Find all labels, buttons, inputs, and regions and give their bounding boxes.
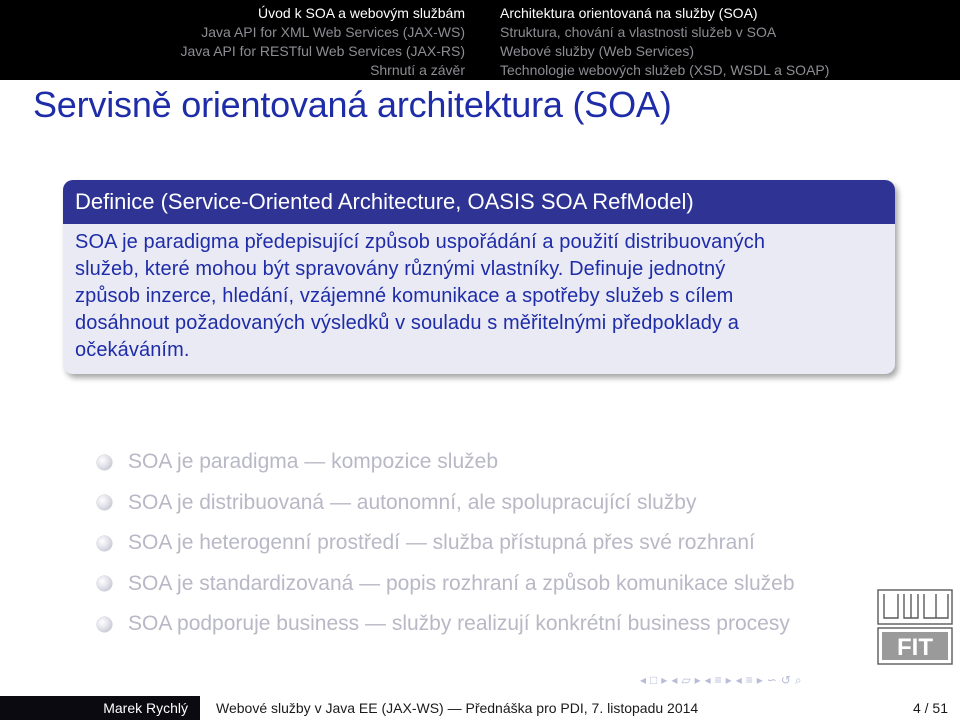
beamer-navigation xyxy=(640,672,802,688)
definition-line: očekáváním. xyxy=(75,339,190,361)
definition-line: dosáhnout požadovaných výsledků v souladu s měřitelnými předpoklady a xyxy=(75,312,739,334)
nav-next-frame-icon[interactable]: ▸ xyxy=(661,673,668,687)
bullet-text: SOA podporuje business — služby realizují konkrétní business procesy xyxy=(128,612,790,636)
definition-block-title: Definice (Service-Oriented Architecture, OASIS SOA RefModel) xyxy=(63,180,895,224)
bullet-text: SOA je distribuovaná — autonomní, ale spolupracující služby xyxy=(128,490,697,514)
bullet-ball-icon xyxy=(97,455,112,470)
nav-prev-frame-icon[interactable]: ◂ xyxy=(640,673,647,687)
nav-prev-subsection-icon[interactable]: ◂ xyxy=(704,673,711,687)
definition-block xyxy=(63,180,895,374)
bullet-text: SOA je heterogenní prostředí — služba přístupná přes své rozhraní xyxy=(128,531,755,555)
nav-slide-icon[interactable]: ▱ xyxy=(681,673,691,687)
nav-section-jax-ws[interactable]: Java API for XML Web Services (JAX-WS) xyxy=(201,24,465,40)
nav-section-summary[interactable]: Shrnutí a závěr xyxy=(370,62,465,78)
nav-subsection-icon[interactable]: ≡ xyxy=(714,673,722,687)
definition-block-body xyxy=(63,224,895,364)
bullet-list xyxy=(97,442,887,645)
header-navigation xyxy=(0,0,960,80)
nav-prev-slide-icon[interactable]: ◂ xyxy=(671,673,678,687)
nav-prev-section-icon[interactable]: ◂ xyxy=(735,673,742,687)
nav-next-subsection-icon[interactable]: ▸ xyxy=(725,673,732,687)
section-list xyxy=(181,4,466,80)
footer xyxy=(0,696,960,720)
bullet-ball-icon xyxy=(97,536,112,551)
footer-title: Webové služby v Java EE (JAX-WS) — Přednáška pro PDI, 7. listopadu 2014 xyxy=(216,700,699,716)
bullet-text: SOA je paradigma — kompozice služeb xyxy=(128,450,499,474)
nav-subsection-soa[interactable]: Architektura orientovaná na služby (SOA) xyxy=(500,5,758,21)
nav-section-jax-rs[interactable]: Java API for RESTful Web Services (JAX-RS) xyxy=(180,43,465,59)
nav-section-icon[interactable]: ≡ xyxy=(745,673,753,687)
bullet-item xyxy=(97,564,887,605)
nav-subsection-structure[interactable]: Struktura, chování a vlastnosti služeb v SOA xyxy=(500,24,777,40)
nav-frame-icon[interactable]: □ xyxy=(650,673,658,687)
definition-line: SOA je paradigma předepisující způsob uspořádání a použití distribuovaných xyxy=(75,231,766,253)
nav-search-icon[interactable]: ⌕ xyxy=(794,673,802,687)
nav-forward-icon[interactable]: ↺ xyxy=(780,673,791,687)
bullet-item xyxy=(97,523,887,564)
nav-subsection-technologies[interactable]: Technologie webových služeb (XSD, WSDL a SOAP) xyxy=(500,62,830,78)
bullet-ball-icon xyxy=(97,617,112,632)
nav-next-section-icon[interactable]: ▸ xyxy=(756,673,763,687)
bullet-ball-icon xyxy=(97,495,112,510)
slide-title: Servisně orientovaná architektura (SOA) xyxy=(33,84,672,125)
nav-subsection-web-services[interactable]: Webové služby (Web Services) xyxy=(500,43,694,59)
footer-title-bar xyxy=(200,696,960,720)
footer-author xyxy=(0,696,200,720)
footer-author-text: Marek Rychlý xyxy=(103,700,188,716)
logo-text: FIT xyxy=(897,634,933,661)
footer-page-number: 4 / 51 xyxy=(912,700,948,716)
bullet-item xyxy=(97,483,887,524)
bullet-item xyxy=(97,442,887,483)
bullet-text: SOA je standardizovaná — popis rozhraní a způsob komunikace služeb xyxy=(128,571,795,595)
definition-line: služeb, které mohou být spravovány různými vlastníky. Definuje jednotný xyxy=(75,258,726,280)
nav-back-icon[interactable]: ∽ xyxy=(766,673,777,687)
bullet-item xyxy=(97,604,887,645)
fit-logo xyxy=(876,588,954,666)
definition-line: způsob inzerce, hledání, vzájemné komunikace a spotřeby služeb s cílem xyxy=(75,285,734,307)
nav-section-intro[interactable]: Úvod k SOA a webovým službám xyxy=(258,5,465,21)
subsection-list xyxy=(500,4,829,80)
bullet-ball-icon xyxy=(97,576,112,591)
nav-next-slide-icon[interactable]: ▸ xyxy=(694,673,701,687)
